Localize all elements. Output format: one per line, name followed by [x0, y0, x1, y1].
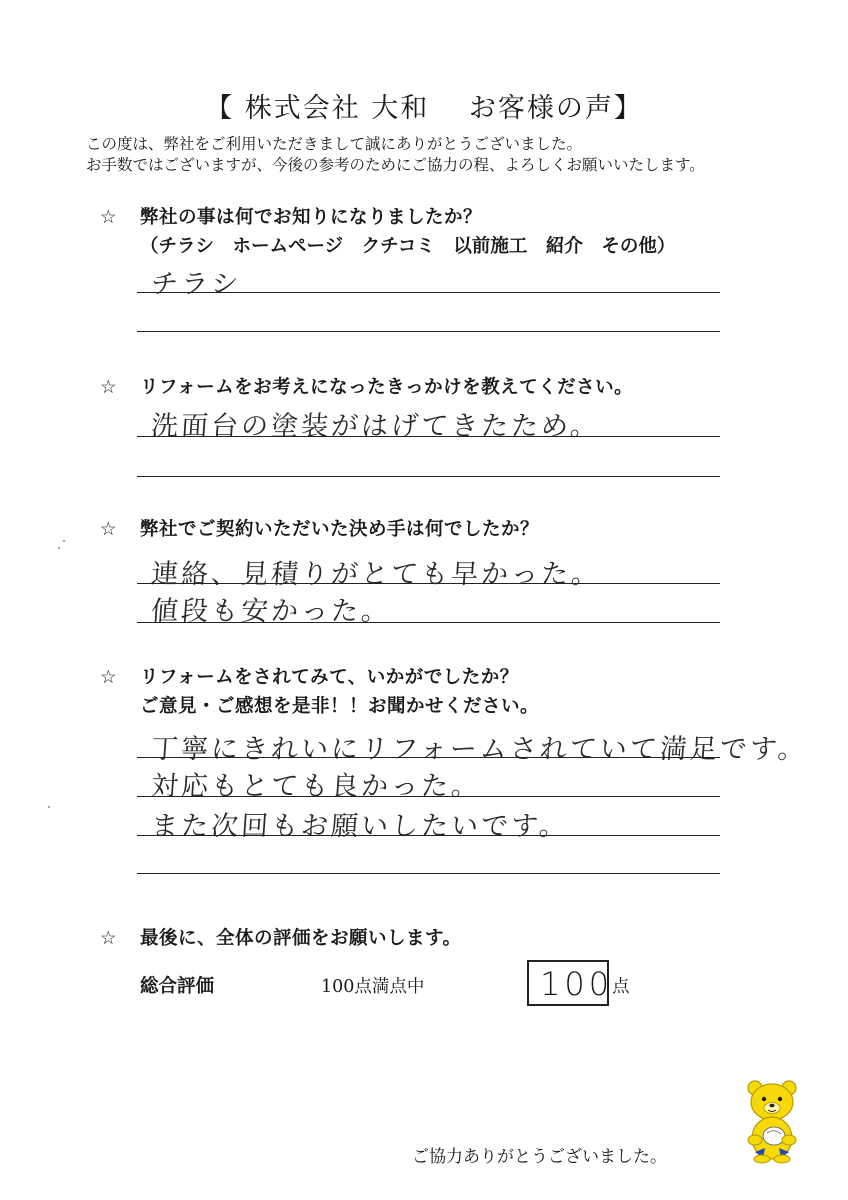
- answer-rule: [137, 622, 720, 623]
- answer-rule: [137, 436, 720, 437]
- evaluation-scale: 100点満点中: [321, 977, 425, 997]
- answer-rule: [137, 292, 720, 293]
- question-4-text-line-2: ご意見・ご感想を是非！！お聞かせください。: [140, 696, 540, 717]
- question-4-text: リフォームをされてみて、いかがでしたか？: [140, 667, 519, 688]
- bear-mascot-icon: [743, 1078, 801, 1164]
- intro-line-2: お手数ではございますが、今後の参考のためにご協力の程、よろしくお願いいたします。: [86, 156, 705, 174]
- answer-4-line-1: 丁寧にきれいにリフォームされていて満足です。: [150, 734, 809, 765]
- answer-rule: [137, 796, 720, 797]
- question-1-options: （チラシ ホームページ クチコミ 以前施工 紹介 その他）: [140, 236, 676, 257]
- question-3: [100, 515, 539, 541]
- score-unit: 点: [612, 977, 630, 997]
- question-4: [100, 663, 519, 689]
- answer-2-line-1: 洗面台の塗装がはげてきたため。: [150, 411, 602, 442]
- question-1-text: 弊社の事は何でお知りになりましたか？: [140, 207, 483, 228]
- question-3-text: 弊社でご契約いただいた決め手は何でしたか？: [140, 519, 540, 540]
- question-1: [100, 203, 482, 229]
- question-2-text: リフォームをお考えになったきっかけを教えてください。: [140, 377, 634, 398]
- answer-4-line-2: 対応もとても良かった。: [150, 771, 483, 802]
- answer-rule: [137, 757, 720, 758]
- answer-rule: [137, 331, 720, 332]
- scan-speck: [58, 547, 60, 549]
- scan-speck: [63, 540, 65, 542]
- scan-speck: [48, 806, 50, 808]
- answer-rule: [137, 873, 720, 874]
- score-value: 100: [540, 965, 614, 1003]
- answer-rule: [137, 835, 720, 836]
- page-title: 【 株式会社 大和 お客様の声】: [205, 93, 643, 124]
- answer-3-line-2: 値段も安かった。: [150, 596, 393, 627]
- evaluation-label: 総合評価: [140, 976, 215, 997]
- star-icon: ☆: [100, 377, 118, 398]
- answer-rule: [137, 583, 720, 584]
- star-icon: ☆: [100, 667, 118, 688]
- answer-rule: [137, 476, 720, 477]
- question-5-text: 最後に、全体の評価をお願いします。: [140, 928, 462, 949]
- intro-line-1: この度は、弊社をご利用いただきまして誠にありがとうございました。: [86, 135, 583, 153]
- answer-1-line-1: チラシ: [150, 269, 243, 300]
- question-5: [100, 924, 462, 950]
- star-icon: ☆: [100, 519, 118, 540]
- bear-head: [751, 1084, 793, 1120]
- star-icon: ☆: [100, 928, 118, 949]
- answer-4-line-3: また次回もお願いしたいです。: [150, 811, 571, 842]
- closing-message: ご協力ありがとうございました。: [412, 1147, 667, 1167]
- question-2: [100, 373, 633, 399]
- star-icon: ☆: [100, 207, 118, 228]
- answer-3-line-1: 連絡、見積りがとても早かった。: [150, 559, 603, 590]
